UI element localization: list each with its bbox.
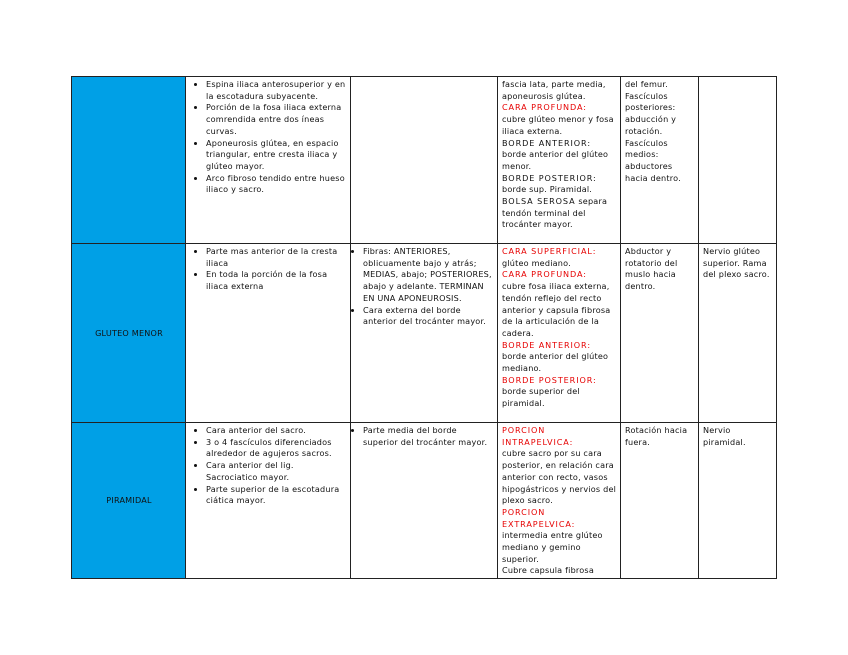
origin-cell xyxy=(186,77,351,244)
relation-heading: PORCION INTRAPELVICA: xyxy=(502,425,574,447)
origin-item: • 3 o 4 fascículos diferenciados alrededor de agujeros sacros. xyxy=(206,437,347,460)
action-cell: Rotación hacia fuera. xyxy=(621,423,699,579)
relation-heading: CARA PROFUNDA: xyxy=(502,269,587,280)
relation-heading: BORDE ANTERIOR: xyxy=(502,339,591,350)
insertion-cell xyxy=(351,244,498,423)
relation-heading: CARA SUPERFICIAL: xyxy=(502,246,597,256)
muscle-name-cell: GLUTEO MENOR xyxy=(72,244,186,423)
origin-item: • Cara anterior del lig. Sacrociatico mayor. xyxy=(206,460,347,483)
muscle-name-cell xyxy=(72,77,186,244)
insertion-cell xyxy=(351,423,498,579)
relations-cell xyxy=(498,77,621,244)
relation-text xyxy=(502,196,617,231)
relations-cell xyxy=(498,244,621,423)
origin-item: • Cara anterior del sacro. xyxy=(206,425,347,437)
origin-item: • Parte superior de la escotadura ciática mayor. xyxy=(206,484,347,507)
relation-heading: BORDE ANTERIOR: xyxy=(502,137,591,148)
relation-heading: BORDE POSTERIOR: xyxy=(502,172,597,183)
table-row xyxy=(72,423,777,579)
innervation-cell: Nervio piramidal. xyxy=(699,423,777,579)
relation-text: intermedia entre glúteo mediano y gemino superior. xyxy=(502,530,603,564)
insertion-item: • Parte media del borde superior del trocánter mayor. xyxy=(363,425,494,448)
origin-cell xyxy=(186,423,351,579)
muscle-name-cell: PIRAMIDAL xyxy=(72,423,186,579)
relation-heading: CARA PROFUNDA: xyxy=(502,102,587,113)
table-row xyxy=(72,244,777,423)
origin-item: • Parte mas anterior de la cresta iliaca xyxy=(206,246,347,269)
muscle-table xyxy=(71,76,777,579)
relation-heading: BORDE POSTERIOR: xyxy=(502,374,597,385)
relation-text: cubre sacro por su cara posterior, en relación cara anterior con recto, vasos hipogástricos y nervios del plexo sacro. xyxy=(502,448,617,506)
insertion-item: • Cara externa del borde anterior del trocánter mayor. xyxy=(363,305,494,328)
relation-text: separa tendón terminal del trocánter mayor. xyxy=(502,196,608,230)
relations-text: fascia lata, parte media, aponeurosis glútea. xyxy=(502,79,606,101)
origin-item: • En toda la porción de la fosa iliaca externa xyxy=(206,269,347,292)
relation-text: glúteo mediano. xyxy=(502,257,571,268)
relation-text: borde anterior del glúteo mediano. xyxy=(502,351,609,374)
relation-text: borde anterior del glúteo menor. xyxy=(502,149,609,171)
action-cell: Abductor y rotatorio del muslo hacia dentro. xyxy=(621,244,699,423)
origin-item: • Arco fibroso tendido entre hueso iliaco y sacro. xyxy=(206,173,347,196)
relation-text: Cubre capsula fibrosa xyxy=(502,565,595,576)
relation-text: cubre fosa iliaca externa, tendón reflejo del recto anterior y capsula fibrosa de la articulación de la cadera. xyxy=(502,281,611,338)
origin-item: • Aponeurosis glútea, en espacio triangular, entre cresta iliaca y glúteo mayor. xyxy=(206,138,347,173)
relation-text: cubre glúteo menor y fosa iliaca externa. xyxy=(502,114,614,136)
insertion-cell xyxy=(351,77,498,244)
innervation-cell xyxy=(699,77,777,244)
relation-text: borde superior del piramidal. xyxy=(502,386,580,409)
relation-heading: BOLSA SEROSA xyxy=(502,196,576,207)
origin-item: • Espina iliaca anterosuperior y en la escotadura subyacente. xyxy=(206,79,347,102)
relations-cell xyxy=(498,423,621,579)
insertion-item: • Fibras: ANTERIORES, oblicuamente bajo y atrás; MEDIAS, abajo; POSTERIORES, abajo y adelante. TERMINAN EN UNA APONEUROSIS. xyxy=(363,246,494,305)
relation-text: borde sup. Piramidal. xyxy=(502,184,593,195)
origin-item: • Porción de la fosa iliaca externa comrendida entre dos íneas curvas. xyxy=(206,102,347,137)
action-cell: del femur. Fascículos posteriores: abducción y rotación. Fascículos medios: abductores hacia dentro. xyxy=(621,77,699,244)
relation-heading: PORCION EXTRAPELVICA: xyxy=(502,506,576,529)
innervation-cell: Nervio glúteo superior. Rama del plexo sacro. xyxy=(699,244,777,423)
origin-cell xyxy=(186,244,351,423)
table-row xyxy=(72,77,777,244)
